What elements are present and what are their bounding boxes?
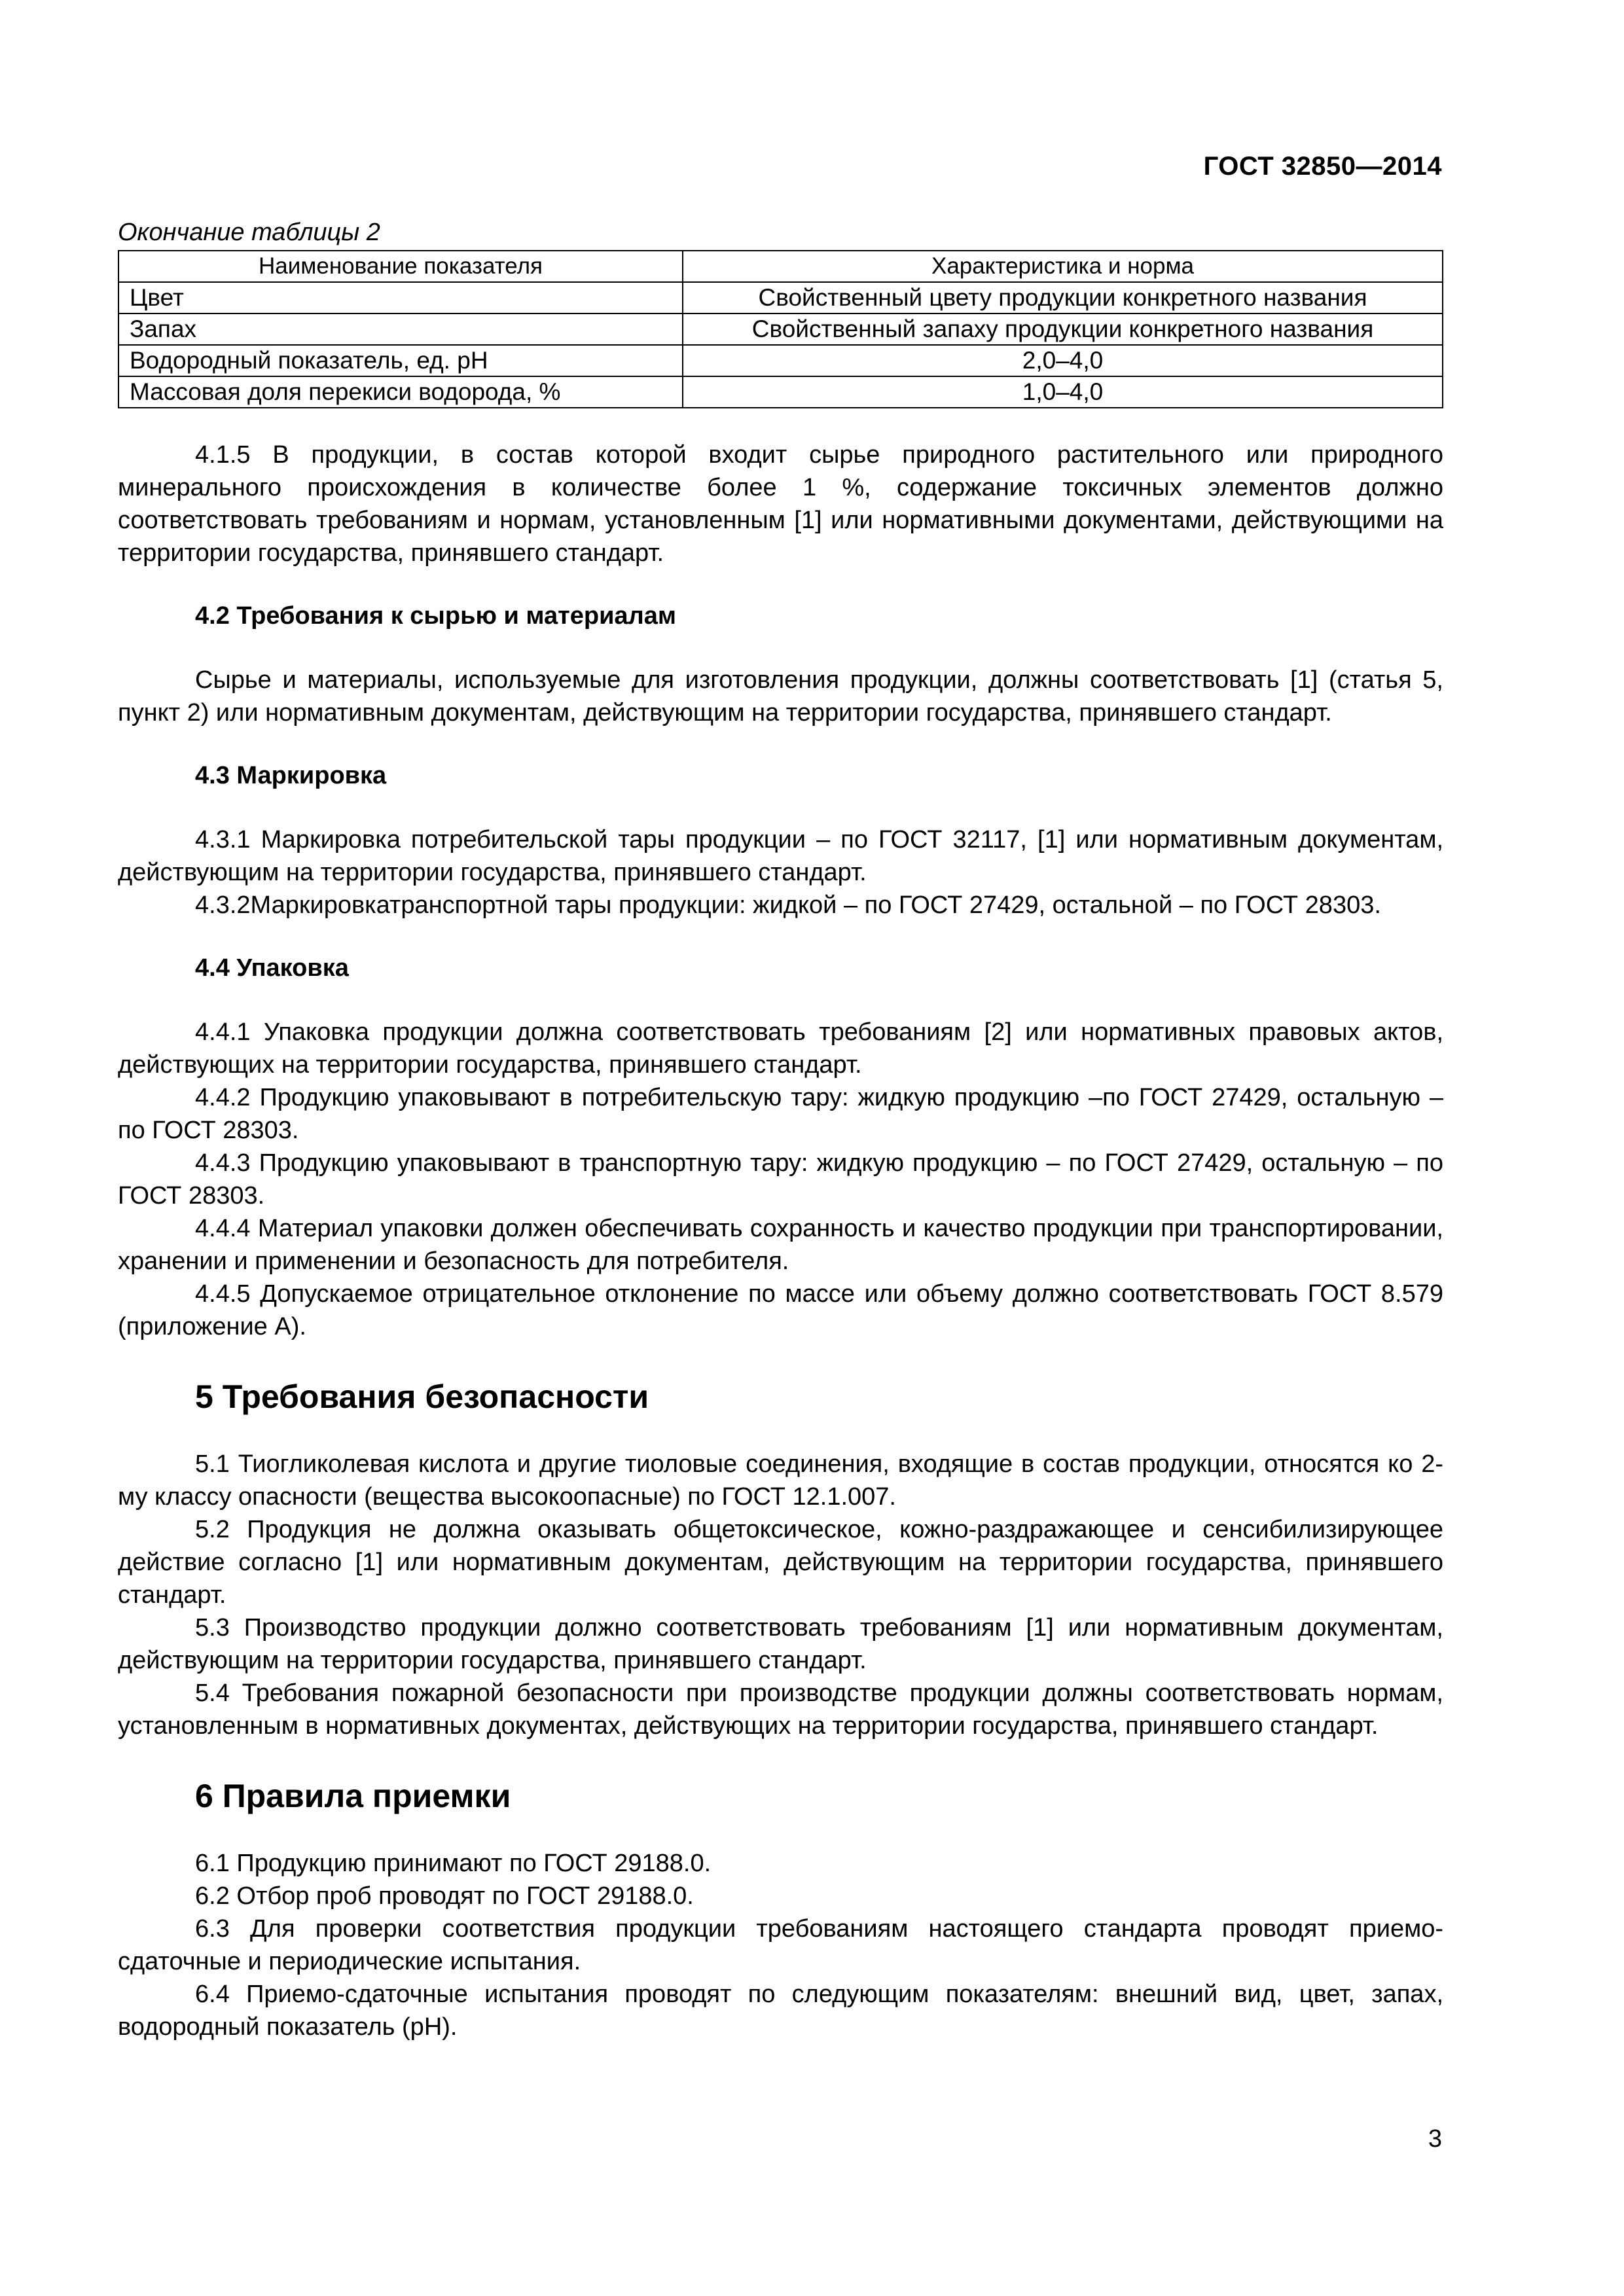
table-header-row (118, 251, 1443, 282)
paragraph-5-2: 5.2 Продукция не должна оказывать общетоксическое, кожно-раздражающее и сенсибилизирующее действие согласно [1] или нормативным документам, действующим на территории государства, принявшего стандарт. (118, 1516, 1443, 1609)
paragraph-4-3-2: 4.3.2Маркировкатранспортной тары продукции: жидкой – по ГОСТ 27429, остальной – по ГОСТ 28303. (195, 891, 1381, 919)
heading-4-4: 4.4 Упаковка (195, 954, 349, 982)
paragraph-6-2: 6.2 Отбор проб проводят по ГОСТ 29188.0. (195, 1882, 694, 1910)
paragraph-6-3: 6.3 Для проверки соответствия продукции требованиям настоящего стандарта проводят приемо-сдаточные и периодические испытания. (118, 1915, 1443, 1975)
paragraph-5-1: 5.1 Тиогликолевая кислота и другие тиоловые соединения, входящие в состав продукции, относятся ко 2-му классу опасности (вещества высокоопасные) по ГОСТ 12.1.007. (118, 1450, 1443, 1511)
table-header-cell: Характеристика и норма (683, 251, 1443, 282)
paragraph-5-4: 5.4 Требования пожарной безопасности при производстве продукции должны соответствовать нормам, установленным в нормативных документах, действующих на территории государства, принявшего стандарт. (118, 1679, 1443, 1740)
table-row (118, 314, 1443, 345)
table-caption: Окончание таблицы 2 (118, 219, 380, 246)
table-cell: Массовая доля перекиси водорода, % (118, 376, 683, 408)
heading-4-2: 4.2 Требования к сырью и материалам (195, 602, 676, 630)
table-cell: Запах (118, 314, 683, 345)
document-code: ГОСТ 32850—2014 (1203, 152, 1442, 181)
paragraph-4-3-1: 4.3.1 Маркировка потребительской тары продукции – по ГОСТ 32117, [1] или нормативным документам, действующим на территории государства, принявшего стандарт. (118, 826, 1443, 886)
table-cell: Цвет (118, 282, 683, 314)
section-heading-5: 5 Требования безопасности (195, 1378, 649, 1415)
indicators-table (118, 250, 1443, 408)
table-row (118, 345, 1443, 376)
table-row (118, 376, 1443, 408)
table-row (118, 282, 1443, 314)
paragraph-4-4-5: 4.4.5 Допускаемое отрицательное отклонение по массе или объему должно соответствовать ГОСТ 8.579 (приложение А). (118, 1280, 1443, 1340)
paragraph-5-3: 5.3 Производство продукции должно соответствовать требованиям [1] или нормативным документам, действующим на территории государства, принявшего стандарт. (118, 1614, 1443, 1674)
paragraph-4-2: Сырье и материалы, используемые для изготовления продукции, должны соответствовать [1] (статья 5, пункт 2) или нормативным документам, действующим на территории государства, принявшего стандарт. (118, 666, 1443, 726)
paragraph-4-1-5: 4.1.5 В продукции, в состав которой входит сырье природного растительного или природного минерального происхождения в количестве более 1 %, содержание токсичных элементов должно соответствовать требованиям и нормам, установленным [1] или нормативными документами, действующими на территории государства, принявшего стандарт. (118, 441, 1443, 567)
section-heading-6: 6 Правила приемки (195, 1778, 511, 1814)
spacer (118, 408, 1443, 439)
heading-4-3: 4.3 Маркировка (195, 762, 387, 789)
page-content (118, 216, 1443, 2043)
table-cell: Свойственный запаху продукции конкретного названия (683, 314, 1443, 345)
table-cell: Свойственный цвету продукции конкретного названия (683, 282, 1443, 314)
paragraph-4-4-3: 4.4.3 Продукцию упаковывают в транспортную тару: жидкую продукцию – по ГОСТ 27429, остальную – по ГОСТ 28303. (118, 1149, 1443, 1210)
table-cell: 1,0–4,0 (683, 376, 1443, 408)
paragraph-6-4: 6.4 Приемо-сдаточные испытания проводят по следующим показателям: внешний вид, цвет, запах, водородный показатель (pH). (118, 1981, 1443, 2041)
table-cell: 2,0–4,0 (683, 345, 1443, 376)
paragraph-4-4-4: 4.4.4 Материал упаковки должен обеспечивать сохранность и качество продукции при транспортировании, хранении и применении и безопасность для потребителя. (118, 1215, 1443, 1275)
paragraph-4-4-2: 4.4.2 Продукцию упаковывают в потребительскую тару: жидкую продукцию –по ГОСТ 27429, остальную – по ГОСТ 28303. (118, 1084, 1443, 1144)
paragraph-4-4-1: 4.4.1 Упаковка продукции должна соответствовать требованиям [2] или нормативных правовых актов, действующих на территории государства, принявшего стандарт. (118, 1018, 1443, 1079)
page-number: 3 (1428, 2125, 1442, 2153)
paragraph-6-1: 6.1 Продукцию принимают по ГОСТ 29188.0. (195, 1850, 712, 1877)
table-header-cell: Наименование показателя (118, 251, 683, 282)
table-cell: Водородный показатель, ед. pH (118, 345, 683, 376)
